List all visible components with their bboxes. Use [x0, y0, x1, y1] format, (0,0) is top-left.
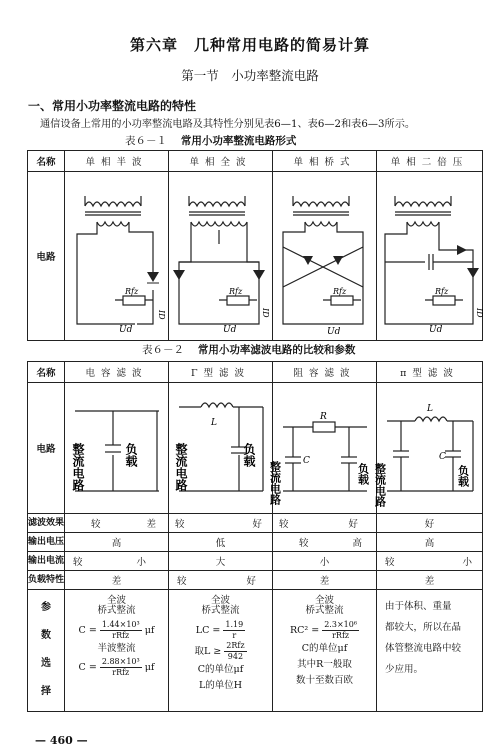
fullwave-circuit-diagram: [169, 172, 273, 340]
t1-row-label-circuit: 电路: [28, 172, 65, 341]
fullwave-label-ud: Ud: [223, 325, 237, 335]
gamma-l-den: 942: [227, 652, 244, 661]
row-label-output-voltage: 输出电压: [28, 533, 65, 552]
intro-paragraph: 通信设备上常用的小功率整流电路及其特性分别见表6—1、表6—2和表6—3所示。: [40, 119, 416, 130]
t1-header-doubler: 单相二倍压: [377, 151, 483, 172]
param-label-1: 参: [41, 602, 51, 613]
pi-label-c: C: [439, 452, 446, 462]
t1-header-halfwave: 单相半波: [65, 151, 169, 172]
rc-note-1: 其中R一般取: [297, 659, 352, 670]
t2-row-label-circuit: 电路: [28, 383, 65, 514]
t1-header-bridge: 单相桥式: [273, 151, 377, 172]
t1-circuit-fullwave: [169, 172, 273, 341]
cell-effect-gamma-a: 较: [175, 519, 185, 530]
t2-header-name: 名称: [28, 362, 65, 383]
cell-effect-pi: 好: [377, 514, 483, 533]
pi-filter-diagram: [373, 383, 483, 513]
rc-eq-den: rRfz: [332, 631, 350, 640]
halfwave-label-id: ID: [157, 310, 166, 320]
cap-param-fullwave: 全波: [106, 595, 126, 606]
t1-header-fullwave: 单相全波: [169, 151, 273, 172]
halfwave-circuit-diagram: [65, 172, 169, 340]
pi-note-3: 体管整流电路中较: [385, 643, 462, 654]
cell-voltage-pi: 高: [377, 533, 483, 552]
gamma-unit-c: C的单位μf: [197, 664, 244, 675]
gamma-unit-l: L的单位H: [198, 680, 243, 691]
gamma-eq-fraction: [223, 620, 245, 641]
capacitor-filter-diagram: [65, 383, 169, 513]
halfwave-label-rfz: Rfz: [125, 287, 139, 296]
t1-header-name: 名称: [28, 151, 65, 172]
bridge-label-ud: Ud: [327, 327, 341, 337]
fullwave-label-id: ID: [261, 308, 270, 318]
gamma-eq-den: r: [232, 631, 237, 640]
gamma-param-fullwave: 全波: [210, 595, 230, 606]
t1-circuit-doubler: [377, 172, 483, 341]
rc-eq-num: 2.3×10⁶: [324, 620, 358, 629]
t1-circuit-bridge: [273, 172, 377, 341]
table1-caption-no: 表６－１: [125, 135, 167, 147]
cell-load-gamma-a: 较: [177, 576, 187, 587]
cap-eq-left: C =: [78, 625, 97, 636]
cell-effect-rc: [273, 514, 377, 533]
cell-current-gamma: 大: [169, 552, 273, 571]
rc-input-label: 整流电路: [268, 461, 282, 505]
rc-filter-diagram: [268, 383, 377, 513]
cell-current-cap: [65, 552, 169, 571]
t2-circuit-pi: [373, 383, 483, 514]
rc-eq-left: RC² =: [289, 625, 320, 636]
pi-label-l: L: [427, 404, 433, 414]
doubler-label-ud: Ud: [429, 325, 443, 335]
gamma-filter-diagram: [169, 383, 273, 513]
cell-current-pi: [377, 552, 483, 571]
cell-effect-rc-a: 较: [279, 519, 289, 530]
cell-effect-cap: [65, 514, 169, 533]
row-label-param-selection: [28, 590, 65, 712]
cap-eq-fraction: [100, 620, 142, 641]
row-label-load-characteristic: 负载特性: [28, 571, 65, 590]
cell-load-rc: 差: [273, 571, 377, 590]
cap-eq2-fraction: [100, 657, 142, 678]
cap-eq-den: rRfz: [112, 631, 130, 640]
gamma-l-fraction: [224, 641, 246, 662]
cap-eq2-unit: μf: [144, 662, 155, 673]
param-cap: [65, 590, 169, 712]
cell-current-cap-a: 较: [73, 557, 83, 568]
rc-param-fullwave: 全波: [314, 595, 334, 606]
pi-note-4: 少应用。: [385, 664, 424, 675]
cell-load-pi: 差: [377, 571, 483, 590]
table2-caption-no: 表６－２: [142, 344, 184, 356]
cap-filter-load-label: 负载: [124, 443, 138, 467]
table-6-1: [27, 150, 483, 341]
t2-circuit-gamma: [169, 383, 273, 514]
gamma-l-num: 2Rfz: [226, 641, 245, 650]
cell-effect-gamma: [169, 514, 273, 533]
table1-caption-title: 常用小功率整流电路形式: [180, 135, 297, 147]
t2-header-gamma: Γ型滤波: [169, 362, 273, 383]
gamma-param-bridge: 桥式整流: [201, 605, 240, 616]
bridge-circuit-diagram: [273, 172, 377, 340]
t2-header-rc: 阻容滤波: [273, 362, 377, 383]
cell-current-pi-b: 小: [462, 557, 472, 568]
gamma-load-label: 负载: [242, 443, 256, 467]
page-number: — 460 —: [35, 734, 88, 747]
cap-filter-input-label: 整流电路: [71, 443, 85, 491]
cap-eq2-den: rRfz: [112, 668, 130, 677]
rc-param-bridge: 桥式整流: [305, 605, 344, 616]
halfwave-label-ud: Ud: [119, 325, 133, 335]
row-label-filter-effect: 滤波效果: [28, 514, 65, 533]
cell-effect-cap-a: 较: [91, 519, 101, 530]
cap-eq-unit: μf: [144, 625, 155, 636]
t2-circuit-capacitor: [65, 383, 169, 514]
pi-load-label: 负载: [456, 465, 470, 487]
pi-note-1: 由于体积、重量: [385, 601, 452, 612]
cell-current-rc: 小: [273, 552, 377, 571]
t1-circuit-halfwave: [65, 172, 169, 341]
rc-label-c: C: [303, 456, 310, 466]
table1-caption: [125, 133, 296, 148]
table-6-2: [27, 361, 483, 712]
rc-label-r: R: [320, 412, 327, 422]
cell-effect-cap-b: 差: [146, 519, 156, 530]
gamma-l-left: 取L ≥: [194, 646, 222, 657]
cell-effect-rc-b: 好: [348, 519, 358, 530]
cap-param-bridge: 桥式整流: [97, 605, 136, 616]
cell-voltage-gamma: 低: [169, 533, 273, 552]
pi-note-2: 都较大，所以在晶: [385, 622, 462, 633]
cell-voltage-cap: 高: [65, 533, 169, 552]
gamma-label-l: L: [211, 418, 217, 428]
cell-load-gamma-b: 好: [246, 576, 256, 587]
cell-load-cap: 差: [65, 571, 169, 590]
param-rc: [273, 590, 377, 712]
table2-caption-title: 常用小功率滤波电路的比较和参数: [197, 344, 356, 356]
param-label-3: 选: [41, 658, 51, 669]
fullwave-label-rfz: Rfz: [229, 287, 243, 296]
param-label-2: 数: [41, 630, 51, 641]
heading-1: 一、常用小功率整流电路的特性: [28, 99, 197, 113]
doubler-label-id: ID: [475, 308, 484, 318]
table2-caption: [142, 342, 355, 357]
chapter-title: 第六章 几种常用电路的简易计算: [129, 36, 370, 54]
cell-voltage-rc-a: 较: [299, 538, 309, 549]
rc-note-2: 数十至数百欧: [295, 675, 353, 686]
rc-load-label: 负载: [356, 463, 370, 485]
rc-unit-c: C的单位μf: [301, 643, 348, 654]
gamma-eq-num: 1.19: [225, 620, 244, 629]
cell-effect-gamma-b: 好: [252, 519, 262, 530]
t2-header-capacitor: 电容滤波: [65, 362, 169, 383]
cell-current-cap-b: 小: [136, 557, 146, 568]
doubler-label-rfz: Rfz: [435, 287, 449, 296]
param-pi: [377, 590, 483, 712]
cell-current-pi-a: 较: [385, 557, 395, 568]
param-label-4: 择: [41, 686, 51, 697]
cell-load-gamma: [169, 571, 273, 590]
bridge-label-rfz: Rfz: [333, 287, 347, 296]
cap-eq2-num: 2.88×10³: [101, 657, 140, 666]
t2-header-pi: π型滤波: [377, 362, 483, 383]
cap-eq-num: 1.44×10³: [101, 620, 140, 629]
doubler-circuit-diagram: [377, 172, 483, 340]
row-label-output-current: 输出电流: [28, 552, 65, 571]
cap-param-halfwave: 半波整流: [97, 643, 136, 654]
section-title: 第一节 小功率整流电路: [181, 68, 319, 83]
t2-circuit-rc: [268, 383, 377, 514]
param-gamma: [169, 590, 273, 712]
gamma-input-label: 整流电路: [174, 443, 188, 491]
cell-voltage-rc-b: 高: [352, 538, 362, 549]
rc-eq-fraction: [322, 620, 359, 641]
cell-voltage-rc: [273, 533, 377, 552]
cap-eq2-left: C =: [78, 662, 97, 673]
pi-input-label: 整流电路: [373, 463, 387, 507]
gamma-eq-left: LC =: [195, 625, 221, 636]
